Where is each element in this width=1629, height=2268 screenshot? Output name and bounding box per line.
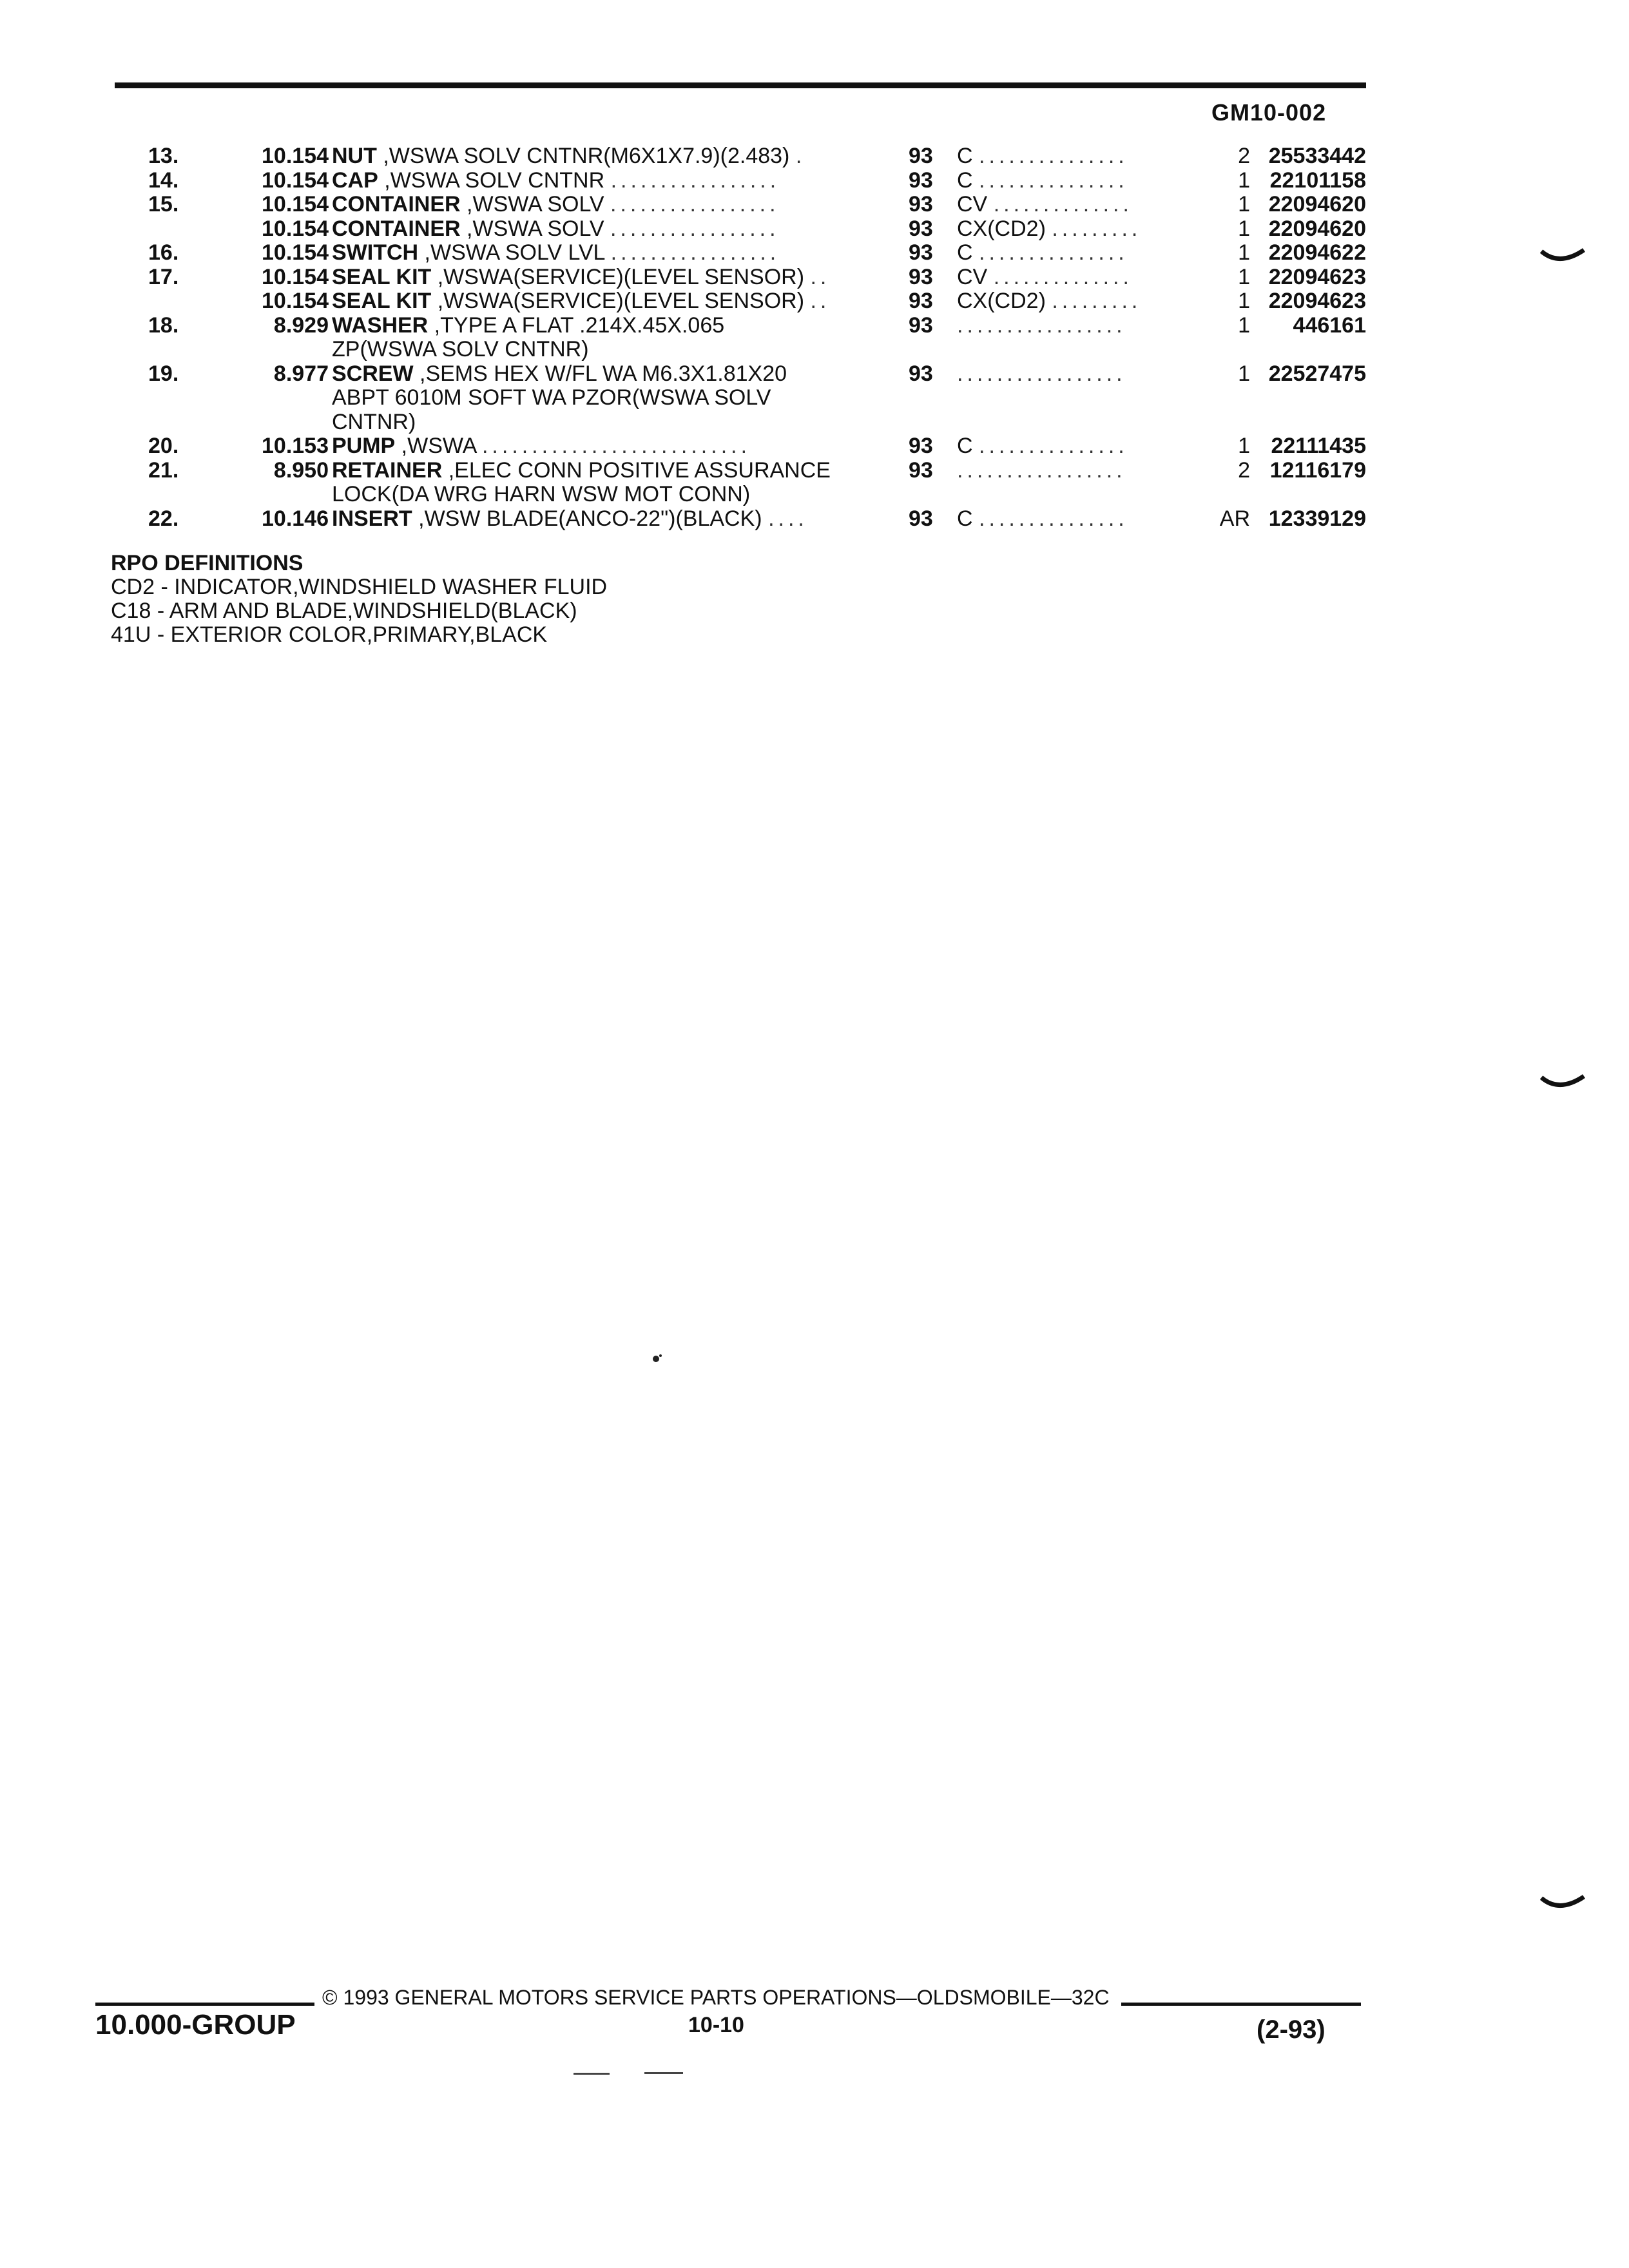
dot-leader: ............... xyxy=(979,434,1128,458)
dot-leader: ................. xyxy=(610,168,780,193)
part-number: 25533442 xyxy=(1268,144,1366,168)
part-number: 22094623 xyxy=(1268,289,1366,313)
quantity: AR xyxy=(1219,506,1250,531)
part-name: INSERT xyxy=(332,506,412,531)
table-row xyxy=(148,217,1373,242)
part-description xyxy=(332,193,1008,217)
part-detail: ,WSWA xyxy=(395,434,476,458)
part-detail-line: CNTNR) xyxy=(332,409,416,434)
part-detail: ,WSWA SOLV CNTNR xyxy=(378,168,605,193)
item-number: 19. xyxy=(148,361,179,386)
dot-leader: ........................... xyxy=(481,434,751,458)
quantity: 1 xyxy=(1238,434,1250,458)
group-number: 10.153 xyxy=(262,434,329,458)
usage-code xyxy=(957,265,1189,290)
item-number: 18. xyxy=(148,312,179,338)
part-number: 22094622 xyxy=(1268,240,1366,265)
table-row xyxy=(148,169,1373,193)
dot-leader: .. xyxy=(810,289,831,313)
model-year: 93 xyxy=(909,457,933,483)
item-number: 20. xyxy=(148,434,179,458)
part-description xyxy=(332,169,1008,193)
model-year: 93 xyxy=(909,289,933,313)
part-detail: ,WSW BLADE(ANCO-22")(BLACK) xyxy=(412,506,762,531)
group-number: 10.146 xyxy=(262,506,329,531)
footer-rule xyxy=(95,2003,314,2006)
footer-date: (2-93) xyxy=(1257,2015,1325,2044)
quantity: 1 xyxy=(1238,192,1250,216)
table-row xyxy=(148,193,1373,217)
part-number: 12339129 xyxy=(1268,506,1366,531)
part-name: CONTAINER xyxy=(332,216,461,241)
binder-hole-mark xyxy=(1540,1894,1585,1912)
usage-value: CV xyxy=(957,265,988,289)
dot-leader: .. xyxy=(810,264,831,289)
item-number: 21. xyxy=(148,457,179,483)
group-number: 8.929 xyxy=(273,312,329,338)
table-row xyxy=(148,507,1373,532)
usage-code xyxy=(957,241,1189,265)
footer-rule xyxy=(1121,2003,1361,2006)
dot-leader: ................. xyxy=(957,458,1126,483)
table-row xyxy=(148,265,1373,290)
model-year: 93 xyxy=(909,168,933,193)
part-description xyxy=(332,265,1008,290)
model-year: 93 xyxy=(909,264,933,289)
quantity: 1 xyxy=(1238,168,1250,193)
usage-code xyxy=(957,144,1189,169)
group-number: 8.950 xyxy=(273,457,329,483)
usage-code xyxy=(957,217,1189,242)
binder-hole-mark xyxy=(1540,1073,1585,1091)
dot-leader: ............... xyxy=(979,168,1128,193)
part-description xyxy=(332,459,1008,507)
part-detail: ,ELEC CONN POSITIVE ASSURANCE xyxy=(442,457,831,483)
rpo-definition: C18 - ARM AND BLADE,WINDSHIELD(BLACK) xyxy=(111,599,577,623)
usage-code xyxy=(957,362,1189,387)
dot-leader: ................. xyxy=(957,361,1126,386)
usage-code xyxy=(957,169,1189,193)
dot-leader: ................. xyxy=(957,313,1126,338)
usage-value: C xyxy=(957,506,973,531)
item-number: 17. xyxy=(148,264,179,289)
model-year: 93 xyxy=(909,434,933,458)
part-number: 22094620 xyxy=(1268,192,1366,216)
dot-leader: ................. xyxy=(610,216,780,241)
item-number: 14. xyxy=(148,168,179,193)
part-name: SWITCH xyxy=(332,240,419,265)
dot-leader: ............... xyxy=(979,506,1128,531)
dot-leader: ................. xyxy=(610,192,780,216)
page-number: 10-10 xyxy=(688,2013,744,2037)
table-row xyxy=(148,289,1373,314)
part-detail: ,WSWA SOLV LVL xyxy=(418,240,605,265)
group-number: 8.977 xyxy=(273,361,329,386)
model-year: 93 xyxy=(909,312,933,338)
usage-code xyxy=(957,193,1189,217)
group-number: 10.154 xyxy=(262,144,329,168)
dot-leader: ......... xyxy=(1052,289,1142,313)
group-number: 10.154 xyxy=(262,168,329,193)
usage-value: CV xyxy=(957,193,988,216)
footer-copyright: © 1993 GENERAL MOTORS SERVICE PARTS OPERATIONS—OLDSMOBILE—32C xyxy=(322,1986,1110,2009)
group-number: 10.154 xyxy=(262,264,329,289)
part-detail: ,WSWA SOLV xyxy=(460,192,604,216)
parts-list xyxy=(148,144,1373,531)
part-detail: ,WSWA(SERVICE)(LEVEL SENSOR) xyxy=(431,264,805,289)
part-description xyxy=(332,434,1008,459)
usage-code xyxy=(957,314,1189,338)
usage-value: C xyxy=(957,241,973,265)
quantity: 1 xyxy=(1238,312,1250,338)
dot-leader: .............. xyxy=(993,193,1133,216)
rpo-definitions xyxy=(111,552,607,647)
quantity: 1 xyxy=(1238,216,1250,241)
catalog-code: GM10-002 xyxy=(1211,99,1327,126)
rpo-definition: CD2 - INDICATOR,WINDSHIELD WASHER FLUID xyxy=(111,575,608,599)
item-number: 22. xyxy=(148,506,179,531)
dot-leader: ............... xyxy=(979,241,1128,265)
part-detail: ,WSWA(SERVICE)(LEVEL SENSOR) xyxy=(431,289,805,313)
part-detail-line: ZP(WSWA SOLV CNTNR) xyxy=(332,337,589,361)
part-description xyxy=(332,507,1008,532)
part-description xyxy=(332,241,1008,265)
quantity: 1 xyxy=(1238,240,1250,265)
usage-code xyxy=(957,434,1189,459)
part-number: 22527475 xyxy=(1268,361,1366,386)
part-number: 22111435 xyxy=(1271,434,1366,458)
table-row xyxy=(148,459,1373,507)
dot-leader: ................. xyxy=(610,240,780,265)
part-description xyxy=(332,362,1008,435)
dot-leader: .... xyxy=(768,506,808,531)
footer-group: 10.000-GROUP xyxy=(95,2009,296,2041)
item-number: 16. xyxy=(148,240,179,265)
group-number: 10.154 xyxy=(262,289,329,313)
part-description xyxy=(332,217,1008,242)
part-name: RETAINER xyxy=(332,457,443,483)
part-detail-line: LOCK(DA WRG HARN WSW MOT CONN) xyxy=(332,482,751,506)
model-year: 93 xyxy=(909,216,933,241)
usage-value: C xyxy=(957,168,973,193)
part-name: NUT xyxy=(332,144,377,168)
group-number: 10.154 xyxy=(262,192,329,216)
dot-leader: . xyxy=(795,144,806,168)
model-year: 93 xyxy=(909,192,933,216)
quantity: 1 xyxy=(1238,361,1250,386)
model-year: 93 xyxy=(909,240,933,265)
scan-speck xyxy=(651,1353,664,1363)
usage-code xyxy=(957,507,1189,532)
scan-speck xyxy=(574,2071,702,2077)
dot-leader: .............. xyxy=(993,265,1133,289)
table-row xyxy=(148,362,1373,435)
quantity: 1 xyxy=(1238,289,1250,313)
part-description xyxy=(332,144,1008,169)
item-number: 15. xyxy=(148,192,179,216)
part-name: PUMP xyxy=(332,434,396,458)
part-detail: ,TYPE A FLAT .214X.45X.065 xyxy=(428,312,725,338)
part-number: 12116179 xyxy=(1269,457,1366,483)
part-detail: ,WSWA SOLV CNTNR(M6X1X7.9)(2.483) xyxy=(376,144,790,168)
model-year: 93 xyxy=(909,506,933,531)
part-number: 446161 xyxy=(1293,312,1366,338)
rpo-definition: 41U - EXTERIOR COLOR,PRIMARY,BLACK xyxy=(111,622,548,647)
part-name: CAP xyxy=(332,168,378,193)
usage-value: C xyxy=(957,434,973,458)
top-rule xyxy=(115,82,1366,88)
binder-hole-mark xyxy=(1540,247,1585,265)
group-number: 10.154 xyxy=(262,240,329,265)
usage-code xyxy=(957,459,1189,483)
dot-leader: ......... xyxy=(1052,216,1142,241)
rpo-heading: RPO DEFINITIONS xyxy=(111,551,304,575)
part-detail-line: ABPT 6010M SOFT WA PZOR(WSWA SOLV xyxy=(332,385,771,410)
table-row xyxy=(148,241,1373,265)
quantity: 2 xyxy=(1238,457,1250,483)
part-name: WASHER xyxy=(332,312,429,338)
part-name: SEAL KIT xyxy=(332,264,432,289)
usage-code xyxy=(957,289,1189,314)
dot-leader: ............... xyxy=(979,144,1128,168)
table-row xyxy=(148,144,1373,169)
part-detail: ,WSWA SOLV xyxy=(460,216,604,241)
part-number: 22094620 xyxy=(1268,216,1366,241)
model-year: 93 xyxy=(909,144,933,168)
part-detail: ,SEMS HEX W/FL WA M6.3X1.81X20 xyxy=(413,361,787,386)
part-description xyxy=(332,289,1008,314)
part-description xyxy=(332,314,1008,362)
usage-value: CX(CD2) xyxy=(957,289,1046,313)
item-number: 13. xyxy=(148,144,179,168)
group-number: 10.154 xyxy=(262,216,329,241)
table-row xyxy=(148,314,1373,362)
part-number: 22094623 xyxy=(1268,264,1366,289)
part-name: CONTAINER xyxy=(332,192,461,216)
usage-value: C xyxy=(957,144,973,168)
model-year: 93 xyxy=(909,361,933,386)
part-name: SEAL KIT xyxy=(332,289,432,313)
quantity: 2 xyxy=(1238,144,1250,168)
usage-value: CX(CD2) xyxy=(957,216,1046,241)
quantity: 1 xyxy=(1238,264,1250,289)
part-name: SCREW xyxy=(332,361,414,386)
part-number: 22101158 xyxy=(1269,168,1366,193)
table-row xyxy=(148,434,1373,459)
